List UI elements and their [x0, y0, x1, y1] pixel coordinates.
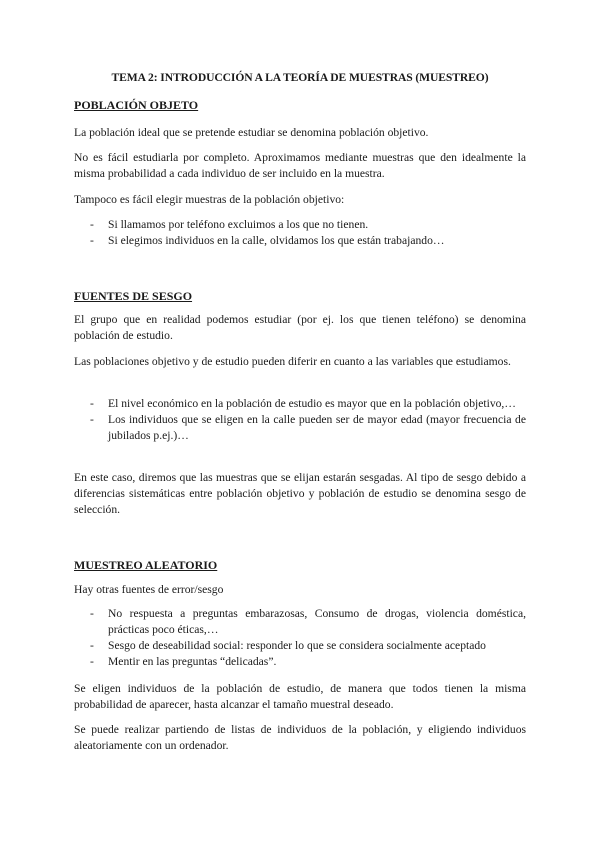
document-title: TEMA 2: INTRODUCCIÓN A LA TEORÍA DE MUESTRAS (MUESTREO) [111, 71, 489, 84]
list-item [74, 396, 526, 412]
list-item-text: Si elegimos individuos en la calle, olvidamos los que están trabajando… [108, 234, 445, 247]
paragraph: La población ideal que se pretende estudiar se denomina población objetivo. [74, 126, 429, 139]
paragraph: El grupo que en realidad podemos estudiar (por ej. los que tienen teléfono) se denomina población de estudio. [74, 313, 526, 342]
list-item-text: El nivel económico en la población de estudio es mayor que en la población objetivo,… [108, 397, 516, 410]
list-item [74, 638, 526, 654]
dash-marker: - [90, 234, 94, 247]
paragraph: Las poblaciones objetivo y de estudio pueden diferir en cuanto a las variables que estudiamos. [74, 355, 511, 368]
section-heading-muestreo-aleatorio: MUESTREO ALEATORIO [74, 558, 218, 572]
dash-marker: - [90, 413, 94, 426]
dash-marker: - [90, 397, 94, 410]
paragraph: Hay otras fuentes de error/sesgo [74, 583, 224, 596]
paragraph: Tampoco es fácil elegir muestras de la población objetivo: [74, 193, 345, 206]
list-item [74, 654, 526, 670]
list-item [74, 412, 526, 444]
list-item [74, 606, 526, 638]
list-item-text: No respuesta a preguntas embarazosas, Consumo de drogas, violencia doméstica, prácticas poco éticas,… [108, 607, 526, 636]
dash-marker: - [90, 218, 94, 231]
list-item-text: Si llamamos por teléfono excluimos a los que no tienen. [108, 218, 369, 231]
bullet-list [74, 606, 526, 670]
list-item [74, 233, 526, 249]
dash-marker: - [90, 639, 94, 652]
bullet-list [74, 396, 526, 444]
bullet-list [74, 217, 526, 249]
dash-marker: - [90, 607, 94, 620]
paragraph: Se puede realizar partiendo de listas de individuos de la población, y eligiendo individuos aleatoriamente con un ordenador. [74, 723, 526, 752]
list-item-text: Mentir en las preguntas “delicadas”. [108, 655, 277, 668]
section-heading-fuentes-de-sesgo: FUENTES DE SESGO [74, 289, 193, 303]
list-item [74, 217, 526, 233]
paragraph: No es fácil estudiarla por completo. Aproximamos mediante muestras que den idealmente la misma probabilidad a cada individuo de ser incluido en la muestra. [74, 151, 526, 180]
section-heading-poblacion-objeto: POBLACIÓN OBJETO [74, 98, 199, 112]
paragraph: En este caso, diremos que las muestras que se elijan estarán sesgadas. Al tipo de sesgo debido a diferencias sistemáticas entre población objetivo y población de estudio se denomina sesgo de selección. [74, 471, 526, 516]
list-item-text: Sesgo de deseabilidad social: responder lo que se considera socialmente aceptado [108, 639, 486, 652]
list-item-text: Los individuos que se eligen en la calle pueden ser de mayor edad (mayor frecuencia de jubilados p.ej.)… [108, 413, 526, 442]
dash-marker: - [90, 655, 94, 668]
paragraph: Se eligen individuos de la población de estudio, de manera que todos tienen la misma probabilidad de aparecer, hasta alcanzar el tamaño muestral deseado. [74, 682, 526, 711]
